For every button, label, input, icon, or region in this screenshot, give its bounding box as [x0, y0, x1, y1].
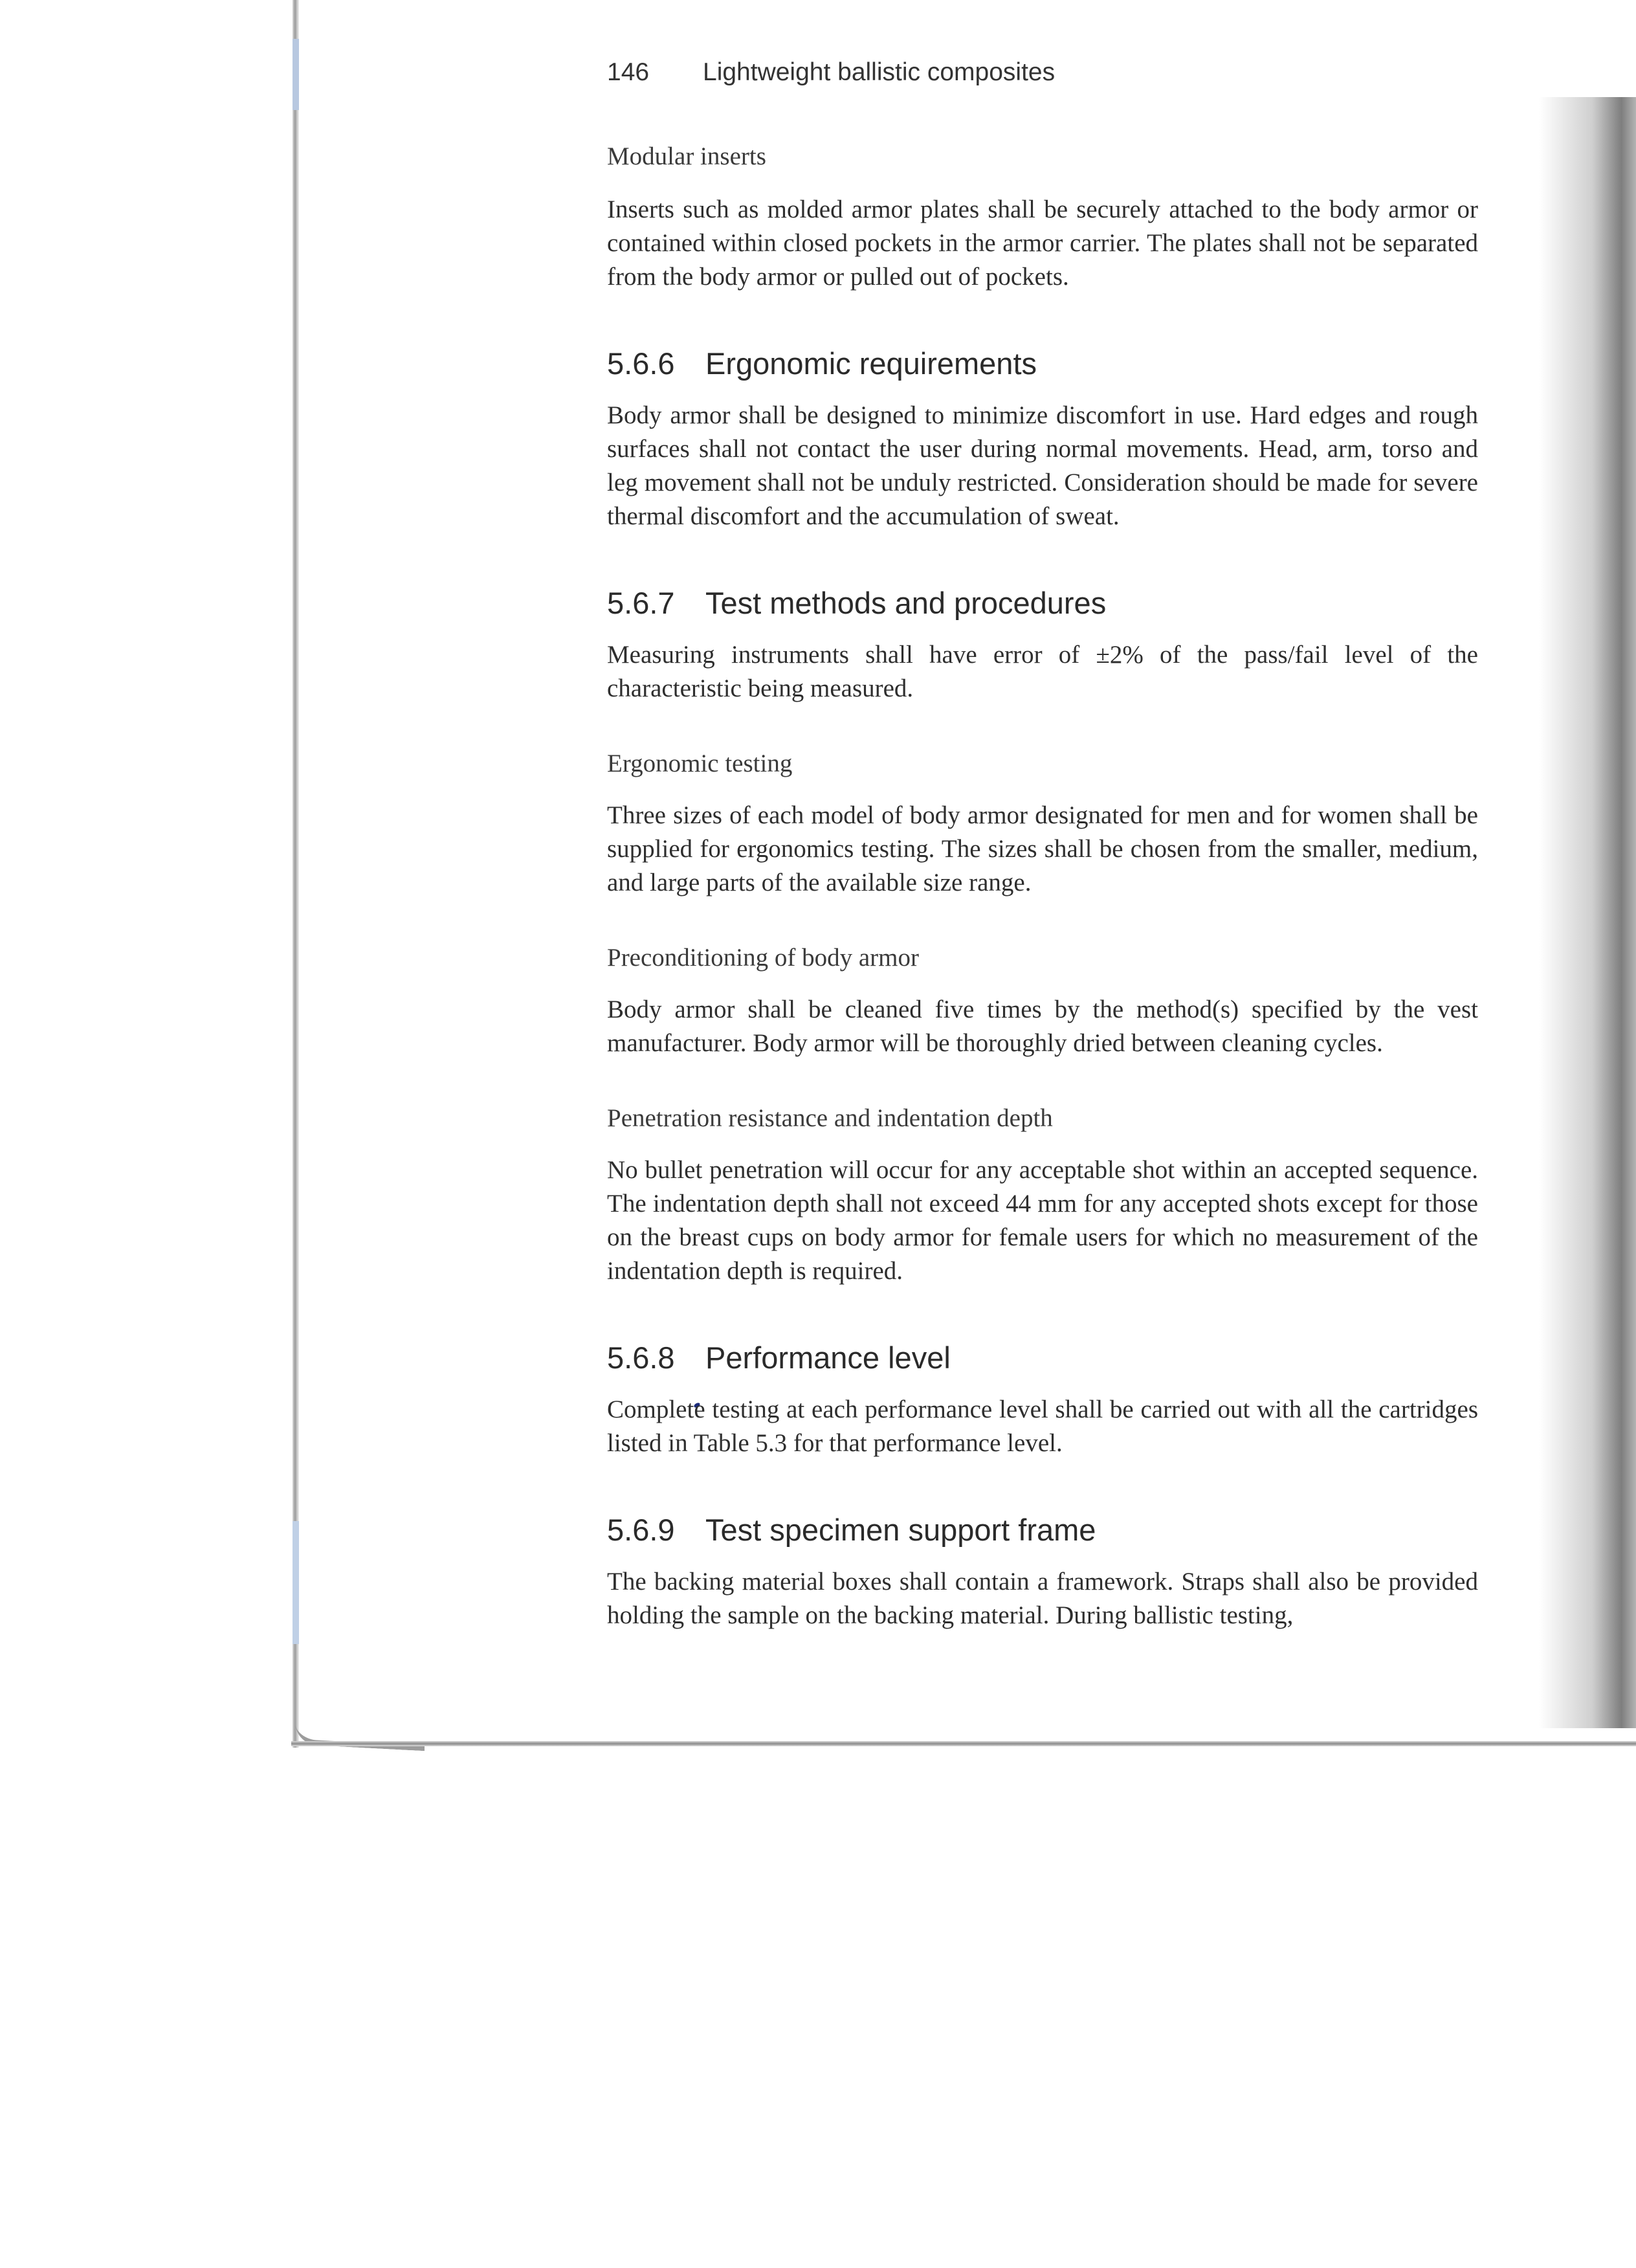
section-number: 5.6.6 — [607, 346, 675, 381]
book-page — [607, 54, 1478, 1674]
page-bottom-edge — [291, 1741, 1636, 1746]
section-number: 5.6.7 — [607, 586, 675, 620]
book-binding-shadow — [293, 0, 299, 1748]
subheading-modular-inserts: Modular inserts — [607, 142, 766, 170]
paragraph: Inserts such as molded armor plates shall be securely attached to the body armor or contained within closed pockets in the armor carrier. The plates shall not be separated from the body armor or pulled out of pockets. — [607, 195, 1478, 291]
paragraph: No bullet penetration will occur for any acceptable shot within an accepted sequence. The indentation depth shall not exceed 44 mm for any accepted shots except for those on the breast cups on body armor for female users for which no measurement of the indentation depth is required. — [607, 1156, 1478, 1285]
binding-tint-top — [293, 39, 299, 110]
section-title: Performance level — [705, 1340, 951, 1375]
running-head — [607, 54, 1478, 91]
book-title: Lightweight ballistic composites — [703, 58, 1056, 86]
paragraph: Three sizes of each model of body armor designated for men and for women shall be supplied for ergonomics testing. The sizes shall be chosen from the smaller, medium, and large parts of the available size range. — [607, 801, 1478, 896]
section-heading-5-6-6 — [607, 344, 1478, 383]
section-title: Test methods and procedures — [705, 586, 1107, 620]
subheading-preconditioning: Preconditioning of body armor — [607, 944, 919, 972]
paragraph: The backing material boxes shall contain a framework. Straps shall also be provided holding the sample on the backing material. During ballistic testing, — [607, 1568, 1478, 1629]
paragraph: Body armor shall be designed to minimize discomfort in use. Hard edges and rough surfaces shall not contact the user during normal movements. Head, arm, torso and leg movement shall not be unduly restricted. Consideration should be made for severe thermal discomfort and the accumulation of sweat. — [607, 401, 1478, 530]
page-number: 146 — [607, 58, 650, 86]
section-heading-5-6-8 — [607, 1339, 1478, 1377]
section-number: 5.6.8 — [607, 1340, 675, 1375]
subheading-penetration-resistance: Penetration resistance and indentation depth — [607, 1104, 1053, 1132]
paragraph: Body armor shall be cleaned five times by the method(s) specified by the vest manufacturer. Body armor will be thoroughly dried between cleaning cycles. — [607, 995, 1478, 1057]
paragraph: Complete testing at each performance level shall be carried out with all the cartridges listed in Table 5.3 for that performance level. — [607, 1395, 1478, 1457]
subheading-ergonomic-testing: Ergonomic testing — [607, 750, 793, 777]
page-curl — [295, 1722, 425, 1751]
section-number: 5.6.9 — [607, 1513, 675, 1547]
binding-tint-bottom — [293, 1521, 299, 1644]
section-title: Ergonomic requirements — [705, 346, 1037, 381]
section-heading-5-6-9 — [607, 1511, 1478, 1550]
page-edge-shadow — [1539, 97, 1636, 1728]
section-heading-5-6-7 — [607, 584, 1478, 623]
section-title: Test specimen support frame — [705, 1513, 1096, 1547]
paragraph: Measuring instruments shall have error of ±2% of the pass/fail level of the characteristic being measured. — [607, 641, 1478, 702]
